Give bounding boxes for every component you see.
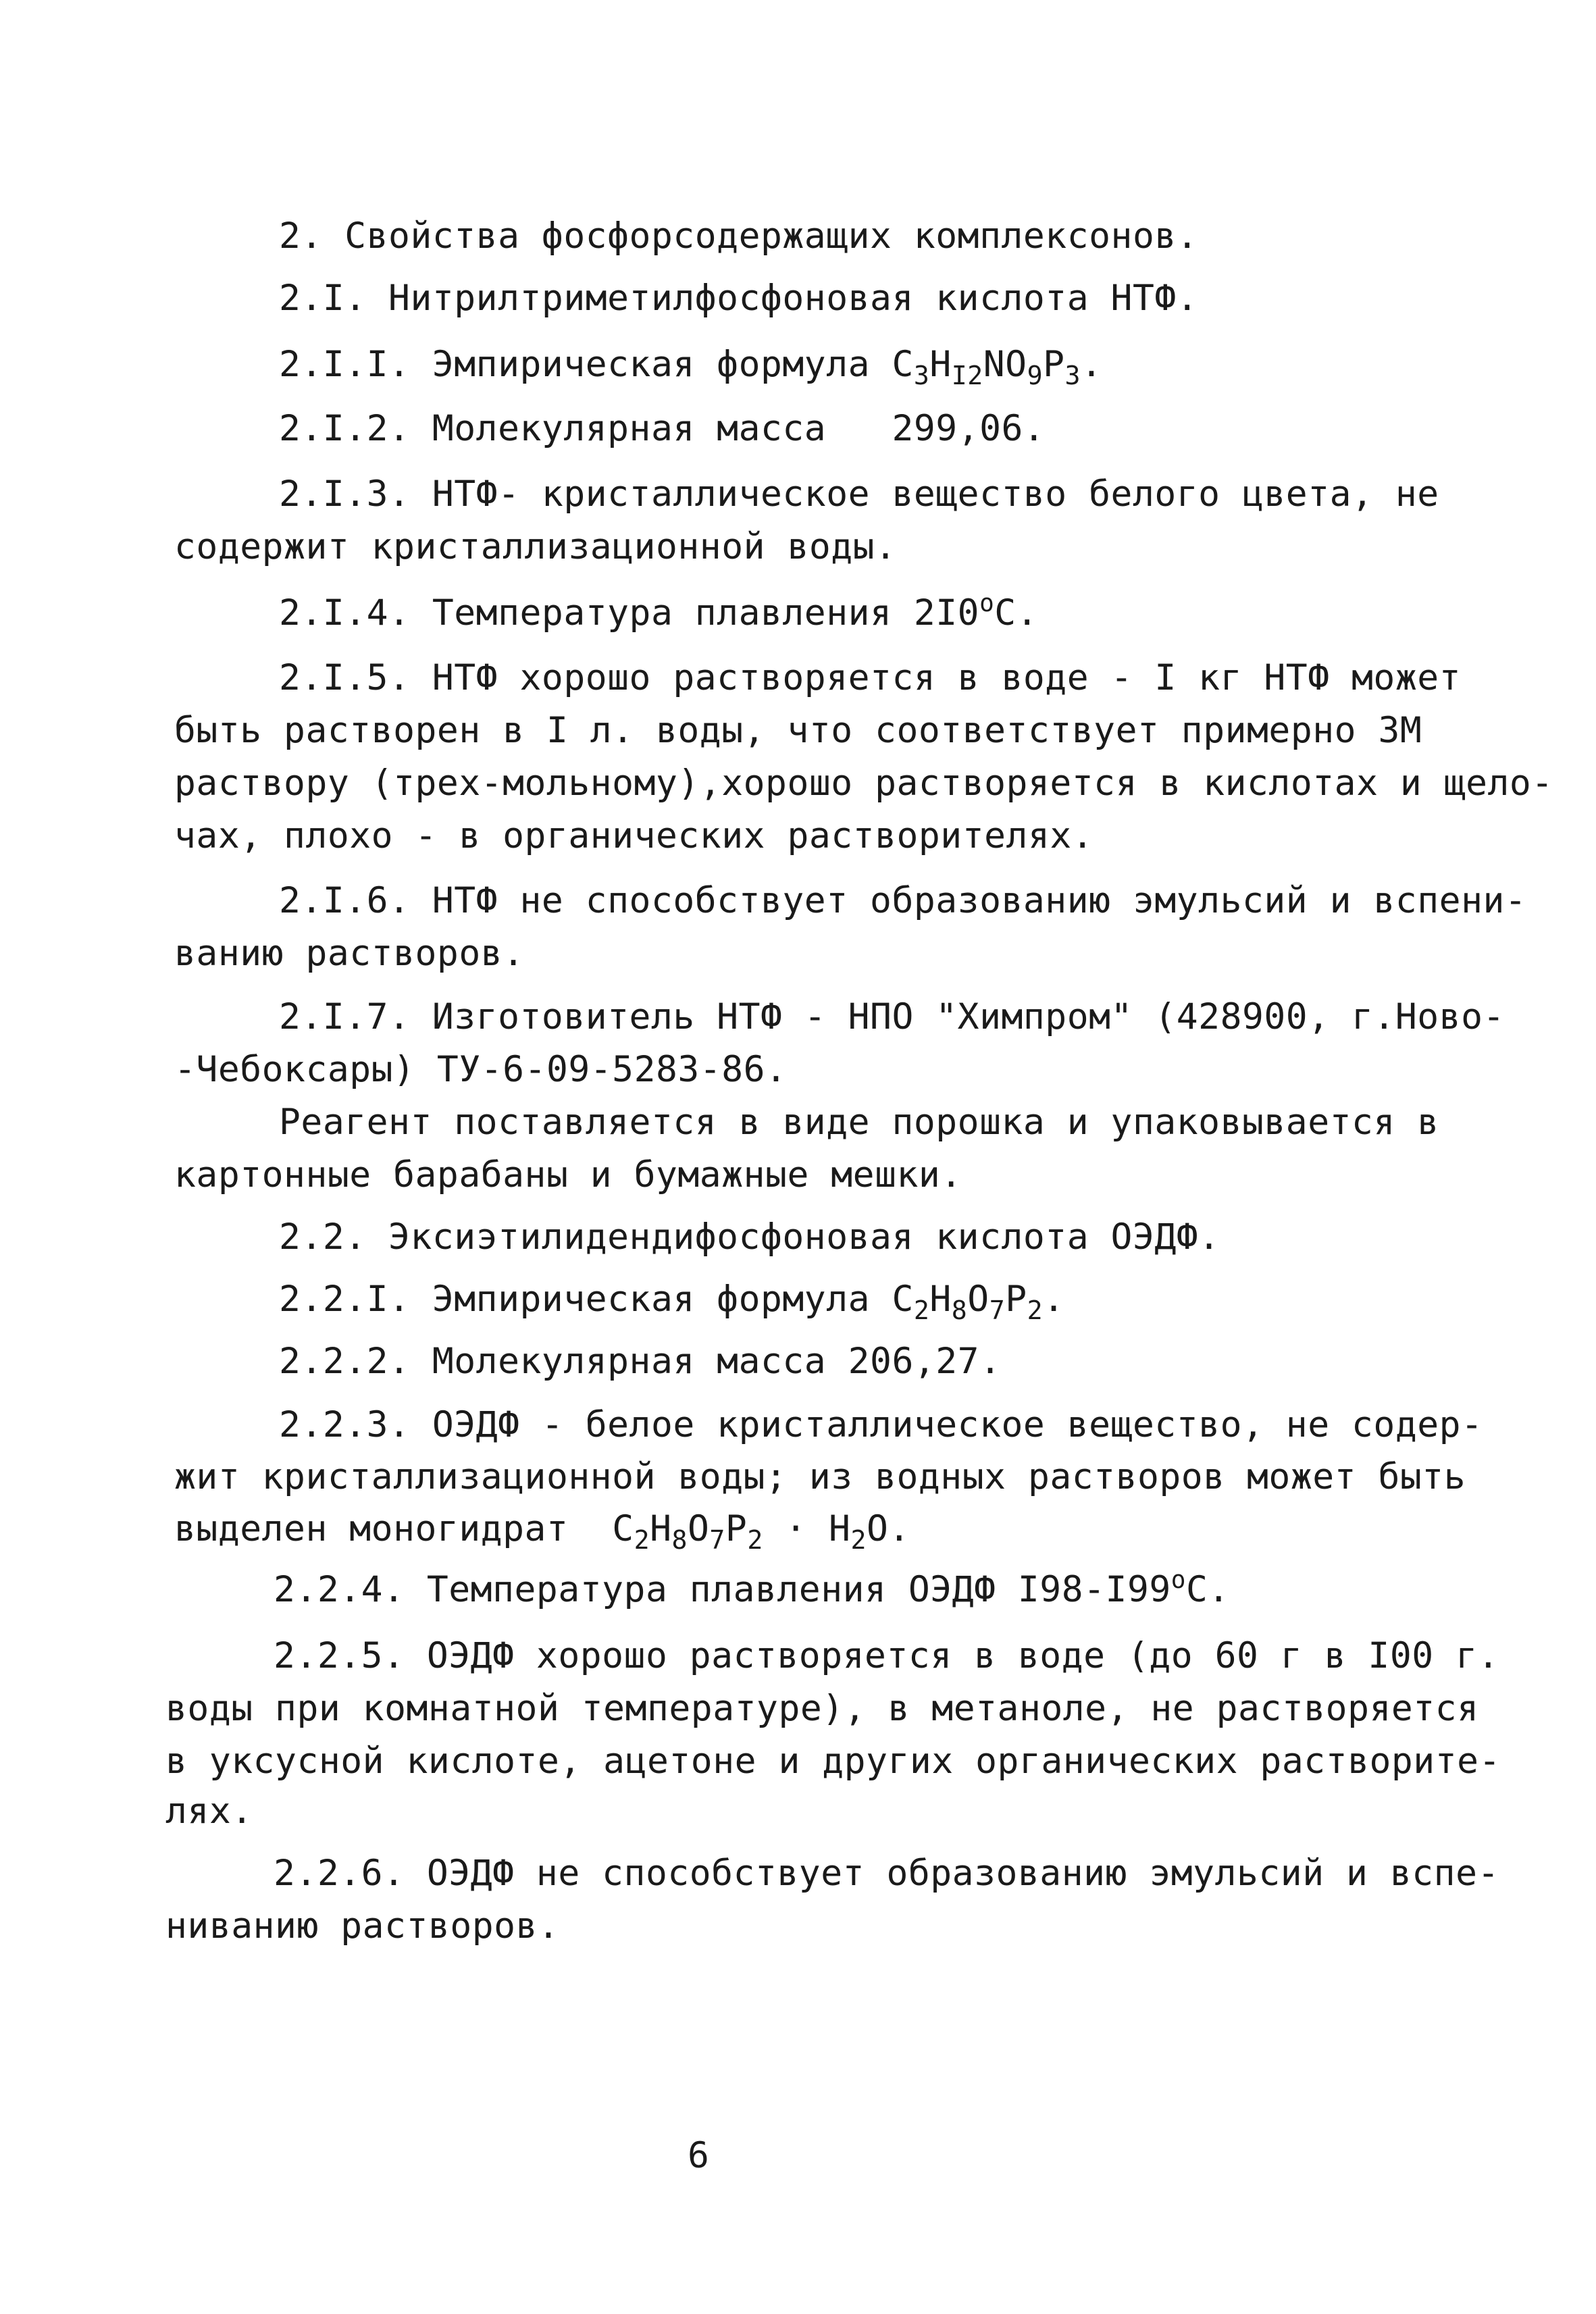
page-number: 6 <box>688 2135 709 2176</box>
ntf-formula-line <box>279 343 1103 391</box>
text-line: лях. <box>165 1791 253 1832</box>
text-line: картонные барабаны и бумажные мешки. <box>174 1154 962 1195</box>
text-line: раствору (трех-мольному),хорошо растворяется в кислотах и щело- <box>174 763 1553 804</box>
text-line: Реагент поставляется в виде порошка и упаковывается в <box>279 1102 1439 1143</box>
text-line: в уксусной кислоте, ацетоне и других органических растворите- <box>165 1741 1501 1782</box>
text-line: 2.2.5. ОЭДФ хорошо растворяется в воде (до 60 г в I00 г. <box>274 1635 1499 1676</box>
text-line: 2.2.3. ОЭДФ - белое кристаллическое вещество, не содер- <box>279 1404 1483 1445</box>
text-line: жит кристаллизационной воды; из водных растворов может быть <box>174 1456 1466 1497</box>
chemical-formula: $C_2H_8O_7P_2 \cdot H_2O$. <box>612 1508 910 1555</box>
text-line: 2.I.I. Эмпирическая формула <box>279 344 871 385</box>
text-line: 2.2.I. Эмпирическая формула <box>279 1279 871 1320</box>
subsection-heading-oedf: 2.2. Эксиэтилидендифосфоновая кислота ОЭДФ. <box>279 1216 1220 1258</box>
chemical-formula: $C_2H_8O_7P_2$. <box>892 1279 1065 1326</box>
oedf-formula-line <box>279 1278 1065 1326</box>
text-line: чах, плохо - в органических растворителях. <box>174 815 1094 856</box>
text-line: 2.I.3. НТФ- кристаллическое вещество белого цвета, не <box>279 473 1439 515</box>
oedf-melting-line <box>274 1568 1230 1612</box>
hydrate-line <box>174 1508 910 1555</box>
text-line: 2.I.2. Молекулярная масса 299,06. <box>279 408 1046 449</box>
text-line: 2.2.6. ОЭДФ не способствует образованию эмульсий и вспе- <box>274 1853 1499 1894</box>
subsection-heading-ntf: 2.I. Нитрилтриметилфосфоновая кислота НТФ. <box>279 278 1199 319</box>
text-line: ниванию растворов. <box>165 1905 560 1947</box>
text-line: воды при комнатной температуре), в метаноле, не растворяется <box>165 1688 1479 1729</box>
text-line: 2.I.4. Температура плавления 2I0 <box>279 592 980 634</box>
text-line: быть растворен в I л. воды, что соответствует примерно 3М <box>174 710 1422 751</box>
text-line: 2.I.6. НТФ не способствует образованию эмульсий и вспени- <box>279 880 1527 921</box>
text-line: выделен моногидрат <box>174 1508 569 1549</box>
degree-sign: o <box>979 590 995 618</box>
text-line: 2.I.5. НТФ хорошо растворяется в воде - I кг НТФ может <box>279 657 1462 698</box>
text-line: ванию растворов. <box>174 933 525 974</box>
text-line: 2.2.4. Температура плавления ОЭДФ I98-I99 <box>274 1569 1171 1610</box>
text-line: содержит кристаллизационной воды. <box>174 526 897 567</box>
degree-sign: o <box>1170 1566 1186 1595</box>
text-line: -Чебоксары) ТУ-6-09-5283-86. <box>174 1049 788 1090</box>
section-heading: 2. Свойства фосфорсодержащих комплексонов. <box>279 215 1199 257</box>
ntf-melting-line <box>279 592 1038 635</box>
text-line: 2.2.2. Молекулярная масса 206,27. <box>279 1341 1002 1382</box>
temperature-unit: C. <box>994 592 1039 634</box>
text-line: 2.I.7. Изготовитель НТФ - НПО "Химпром" (428900, г.Ново- <box>279 996 1505 1037</box>
chemical-formula: $C_3H_{I2}NO_9P_3$. <box>892 344 1103 391</box>
temperature-unit: C. <box>1185 1569 1230 1610</box>
